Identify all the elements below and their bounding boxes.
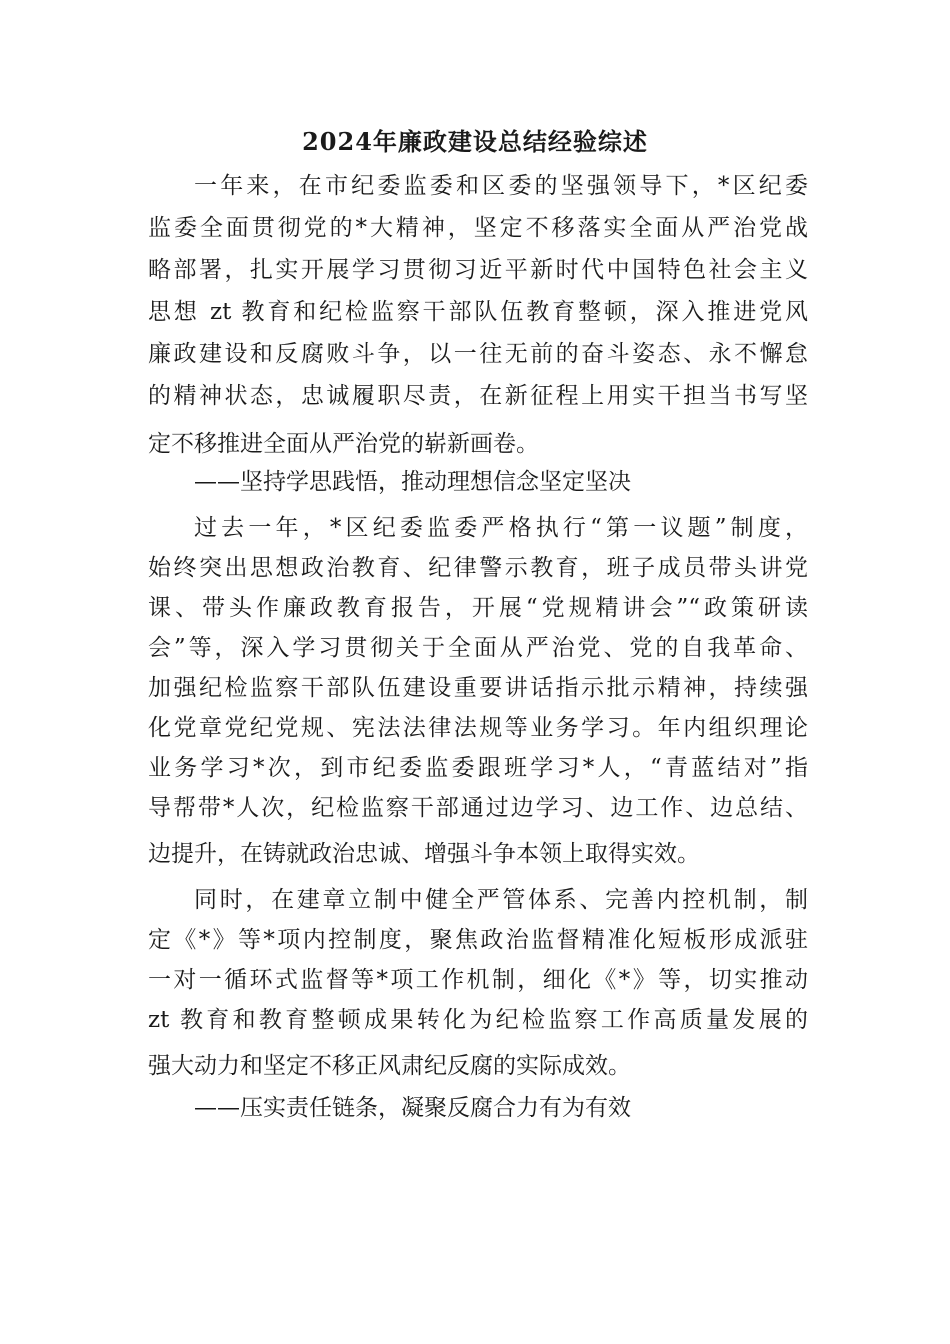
paragraph-2-line-4: 会”等，深入学习贯彻关于全面从严治党、党的自我革命、 xyxy=(148,635,808,661)
paragraph-3-line-1: 同时，在建章立制中健全严管体系、完善内控机制，制 xyxy=(194,887,808,913)
paragraph-2-line-1: 过去一年，*区纪委监委严格执行“第一议题”制度， xyxy=(194,515,808,541)
paragraph-2-line-6: 化党章党纪党规、宪法法律法规等业务学习。年内组织理论 xyxy=(148,715,808,741)
document-title: 2024年廉政建设总结经验综述 xyxy=(302,127,648,156)
paragraph-2-line-3: 课、带头作廉政教育报告，开展“党规精讲会”“政策研读 xyxy=(148,595,808,621)
paragraph-2-line-5: 加强纪检监察干部队伍建设重要讲话指示批示精神，持续强 xyxy=(148,675,808,701)
section-heading-1: ——坚持学思践悟，推动理想信念坚定坚决 xyxy=(194,469,631,495)
paragraph-3-line-4: zt 教育和教育整顿成果转化为纪检监察工作高质量发展的 xyxy=(148,1007,808,1033)
paragraph-1-line-5: 廉政建设和反腐败斗争，以一往无前的奋斗姿态、永不懈怠 xyxy=(148,341,808,367)
paragraph-3-line-5: 强大动力和坚定不移正风肃纪反腐的实际成效。 xyxy=(148,1053,631,1079)
paragraph-2-line-9: 边提升，在铸就政治忠诚、增强斗争本领上取得实效。 xyxy=(148,841,700,867)
paragraph-3-line-3: 一对一循环式监督等*项工作机制，细化《*》等，切实推动 xyxy=(148,967,808,993)
paragraph-1-line-1: 一年来，在市纪委监委和区委的坚强领导下，*区纪委 xyxy=(194,173,808,199)
paragraph-1-line-3: 略部署，扎实开展学习贯彻习近平新时代中国特色社会主义 xyxy=(148,257,808,283)
paragraph-2-line-7: 业务学习*次，到市纪委监委跟班学习*人，“青蓝结对”指 xyxy=(148,755,808,781)
paragraph-1-line-6: 的精神状态，忠诚履职尽责，在新征程上用实干担当书写坚 xyxy=(148,383,808,409)
paragraph-2-line-8: 导帮带*人次，纪检监察干部通过边学习、边工作、边总结、 xyxy=(148,795,808,821)
paragraph-1-line-4: 思想 zt 教育和纪检监察干部队伍教育整顿，深入推进党风 xyxy=(148,299,808,325)
section-heading-2: ——压实责任链条，凝聚反腐合力有为有效 xyxy=(194,1095,631,1121)
paragraph-2-line-2: 始终突出思想政治教育、纪律警示教育，班子成员带头讲党 xyxy=(148,555,808,581)
paragraph-1-line-2: 监委全面贯彻党的*大精神，坚定不移落实全面从严治党战 xyxy=(148,215,808,241)
paragraph-3-line-2: 定《*》等*项内控制度，聚焦政治监督精准化短板形成派驻 xyxy=(148,927,808,953)
paragraph-1-line-7: 定不移推进全面从严治党的崭新画卷。 xyxy=(148,431,539,457)
